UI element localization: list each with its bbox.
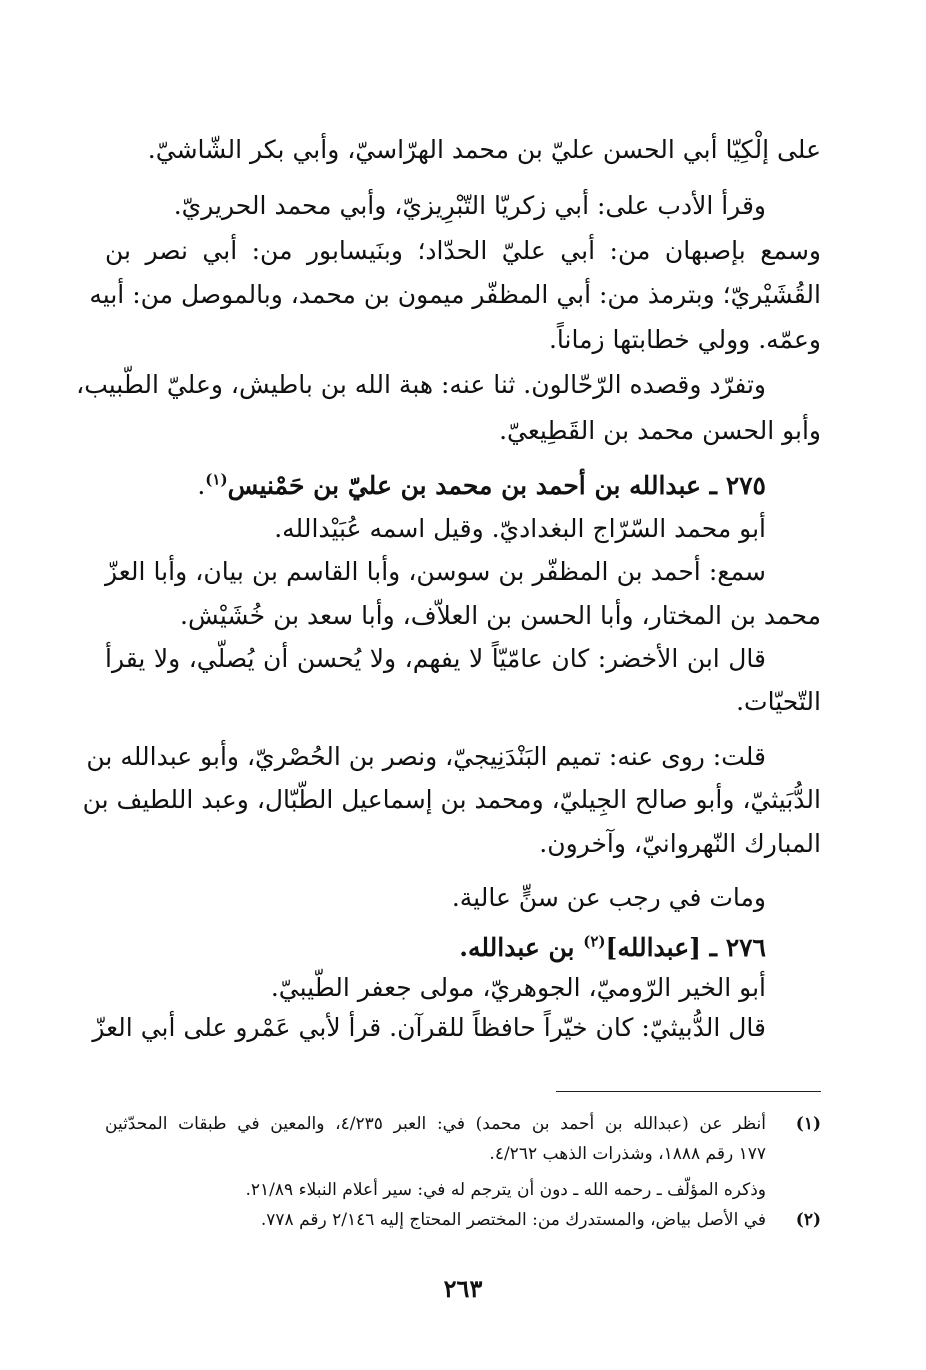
- text-line: القُشَيْريّ؛ وبترمذ من: أبي المظفّر ميمون بن محمد، وبالموصل من: أبيه: [89, 280, 821, 309]
- text-line: وأبو الحسن محمد بن القَطِيعيّ.: [499, 416, 821, 445]
- text-line: وعمّه. وولي خطابتها زماناً.: [548, 325, 821, 354]
- footnote-number: (١): [795, 1114, 821, 1134]
- footnote-line: وذكره المؤلّف ـ رحمه الله ـ دون أن يترجم له في: سير أعلام النبلاء ٢١/٨٩.: [245, 1180, 766, 1200]
- footnote-line: أنظر عن (عبدالله بن أحمد بن محمد) في: العبر ٤/٢٣٥، والمعين في طبقات المحدّثين: [105, 1114, 766, 1134]
- page-number: ٢٦٣: [443, 1274, 483, 1303]
- footnote-number: (٢): [795, 1210, 821, 1230]
- text-line: التّحيّات.: [736, 687, 821, 716]
- footnote-divider: [556, 1091, 821, 1092]
- entry-heading-276: [105, 928, 766, 968]
- text-line: أبو الخير الرّوميّ، الجوهريّ، مولى جعفر الطّيبيّ.: [270, 973, 766, 1002]
- text-line: وسمع بإصبهان من: أبي عليّ الحدّاد؛ وبنَيسابور من: أبي نصر بن: [105, 236, 821, 265]
- text-line: المبارك النّهروانيّ، وآخرون.: [539, 829, 821, 858]
- text-line: قال ابن الأخضر: كان عامّيّاً لا يفهم، ولا يُحسن أن يُصلّي، ولا يقرأ: [105, 644, 766, 673]
- text-line: محمد بن المختار، وأبا الحسن بن العلاّف، وأبا سعد بن خُشَيْش.: [180, 601, 821, 630]
- text-line: على إلْكِيّا أبي الحسن عليّ بن محمد الهرّاسيّ، وأبي بكر الشّاشيّ.: [147, 135, 821, 164]
- text-line: ومات في رجب عن سنٍّ عالية.: [451, 883, 766, 912]
- text-line: قال الدُّبيثيّ: كان خيّراً حافظاً للقرآن. قرأ لأبي عَمْرو على أبي العزّ: [92, 1013, 766, 1042]
- text-line: الدُّبَيثيّ، وأبو صالح الجِيليّ، ومحمد بن إسماعيل الطّبّال، وعبد اللطيف بن: [82, 785, 821, 814]
- entry-heading-text: ٢٧٦ ـ [عبدالله]: [605, 933, 766, 962]
- entry-heading-end: بن عبدالله.: [459, 933, 584, 962]
- footnote-line: في الأصل بياض، والمستدرك من: المختصر المحتاج إليه ٢/١٤٦ رقم ٧٧٨.: [260, 1210, 766, 1230]
- text-line: وقرأ الأدب على: أبي زكريّا التّبْرِيزيّ، وأبي محمد الحريريّ.: [173, 191, 766, 220]
- text-line: وتفرّد وقصده الرّحّالون. ثنا عنه: هبة الله بن باطيش، وعليّ الطّبيب،: [76, 370, 766, 399]
- footnote-mark-1: (١): [205, 470, 228, 489]
- footnote-mark-2: (٢): [583, 932, 606, 951]
- footnote-line: ١٧٧ رقم ١٨٨٨، وشذرات الذهب ٤/٢٦٢.: [489, 1144, 766, 1164]
- entry-heading-275: [105, 466, 766, 506]
- text-line: قلت: روى عنه: تميم البَنْدَنِيجيّ، ونصر بن الحُصْريّ، وأبو عبدالله بن: [86, 742, 766, 771]
- entry-heading-text: ٢٧٥ ـ عبدالله بن أحمد بن محمد بن عليّ بن حَمْنيس: [227, 471, 766, 500]
- text-line: سمع: أحمد بن المظفّر بن سوسن، وأبا القاسم بن بيان، وأبا العزّ: [105, 557, 766, 586]
- text-line: أبو محمد السّرّاج البغداديّ. وقيل اسمه عُبَيْدالله.: [274, 514, 766, 543]
- entry-heading-end: .: [197, 471, 206, 500]
